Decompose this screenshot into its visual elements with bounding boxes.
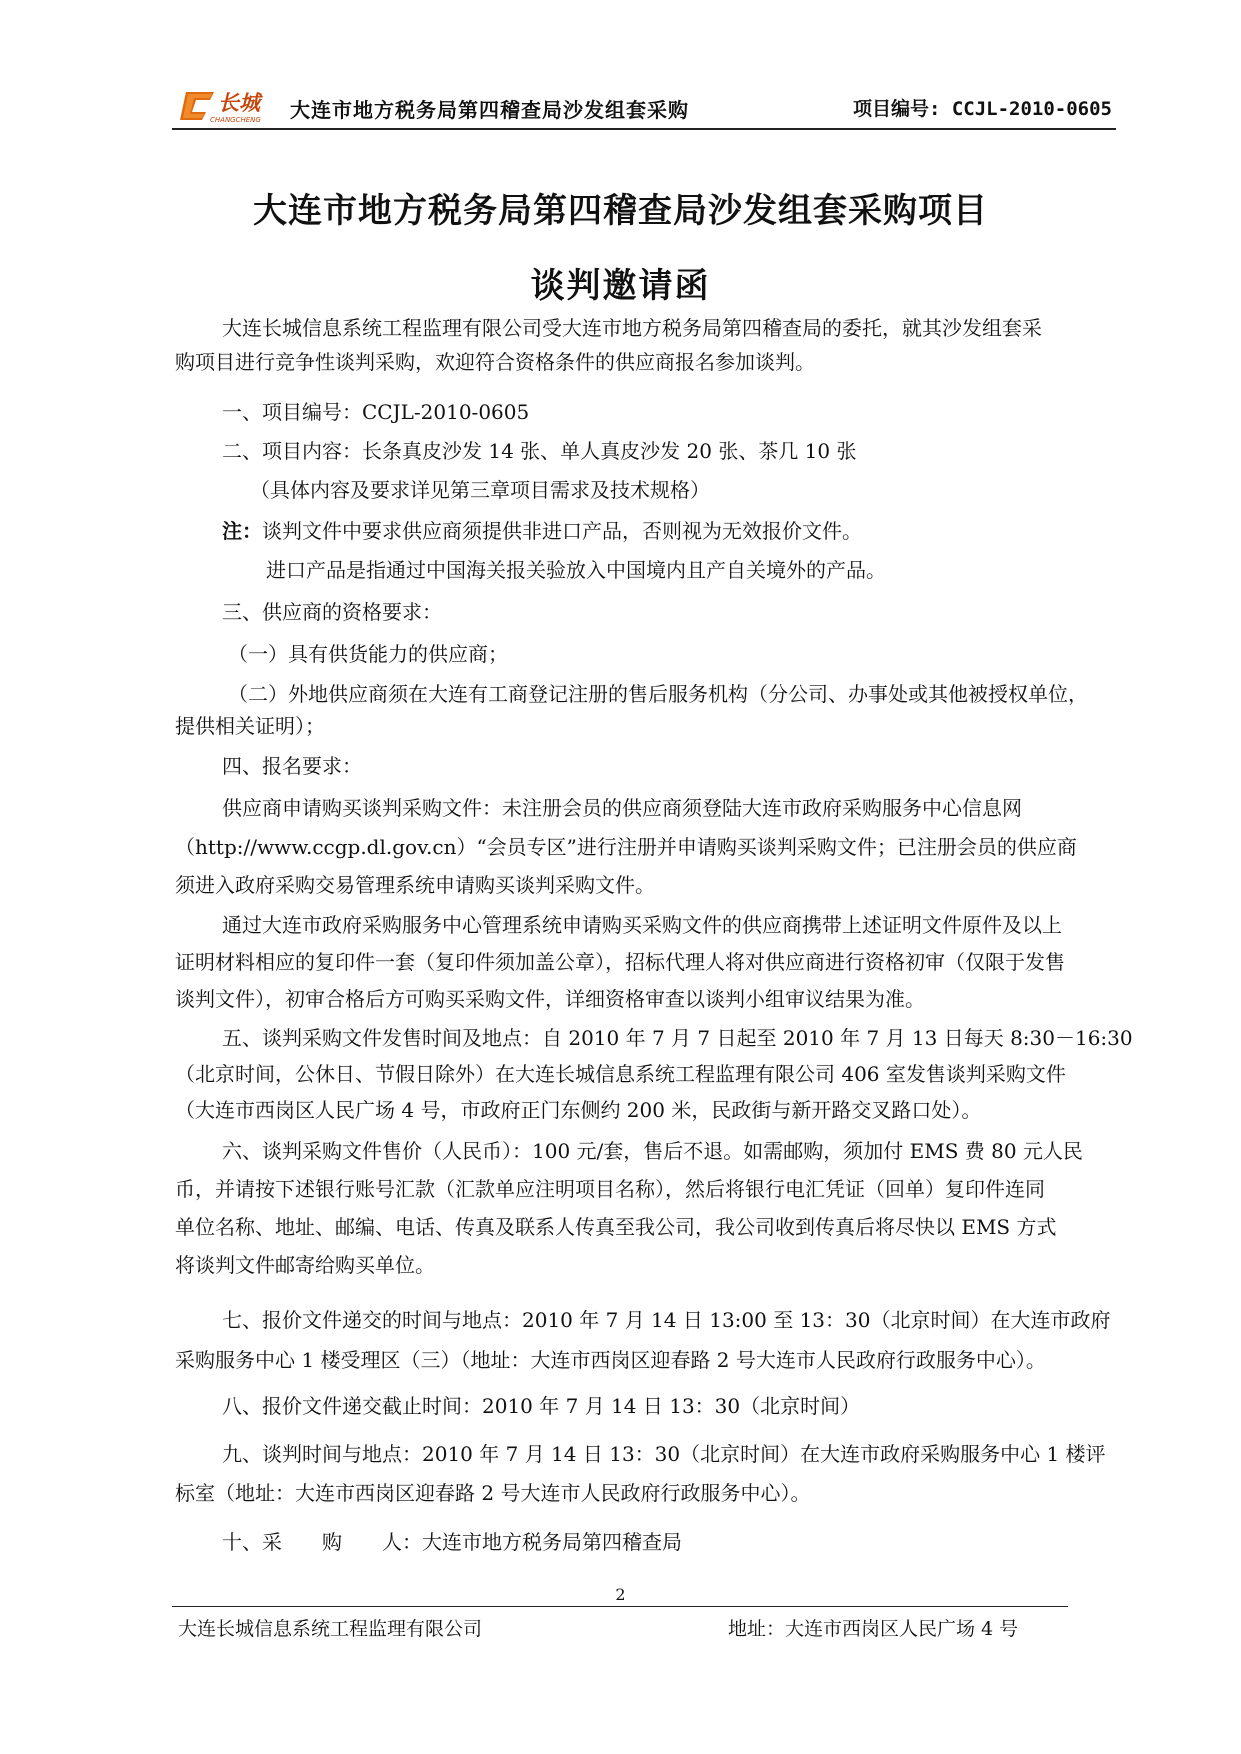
intro-line: 购项目进行竞争性谈判采购，欢迎符合资格条件的供应商报名参加谈判。 (175, 350, 815, 374)
price-line: 将谈判文件邮寄给购买单位。 (175, 1253, 435, 1277)
notice-line: 进口产品是指通过中国海关报关验放入中国境内且产自关境外的产品。 (266, 558, 886, 582)
negotiation-line: 标室（地址：大连市西岗区迎春路 2 号大连市人民政府行政服务中心）。 (175, 1481, 811, 1505)
sale-time-line: （大连市西岗区人民广场 4 号，市政府正门东侧约 200 米，民政街与新开路交叉路口处）。 (175, 1098, 982, 1122)
footer-address: 地址：大连市西岗区人民广场 4 号 (728, 1618, 1019, 1640)
registration-line: 供应商申请购买谈判采购文件：未注册会员的供应商须登陆大连市政府采购服务中心信息网 (222, 796, 1022, 820)
sale-time-line: （北京时间，公休日、节假日除外）在大连长城信息系统工程监理有限公司 406 室发售谈判采购文件 (175, 1062, 1066, 1086)
submission-line: 采购服务中心 1 楼受理区（三）（地址：大连市西岗区迎春路 2 号大连市人民政府行政服务中心）。 (175, 1348, 1046, 1372)
section-heading: 三、供应商的资格要求： (222, 600, 442, 624)
registration-line: 谈判文件），初审合格后方可购买采购文件，详细资格审查以谈判小组审议结果为准。 (175, 987, 925, 1011)
changcheng-logo (180, 86, 290, 126)
item-project-number: 一、项目编号：CCJL-2010-0605 (222, 400, 530, 424)
intro-line: 大连长城信息系统工程监理有限公司受大连市地方税务局第四稽查局的委托，就其沙发组套采 (222, 316, 1042, 340)
notice-line (222, 518, 862, 544)
purchaser-line: 十、采 购 人：大连市地方税务局第四稽查局 (222, 1530, 682, 1554)
item-project-content: 二、项目内容：长条真皮沙发 14 张、单人真皮沙发 20 张、茶几 10 张 (222, 439, 857, 463)
registration-line: 证明材料相应的复印件一套（复印件须加盖公章），招标代理人将对供应商进行资格初审（仅限于发售 (175, 950, 1065, 974)
page-number: 2 (615, 1585, 626, 1604)
registration-line: 通过大连市政府采购服务中心管理系统申请购买采购文件的供应商携带上述证明文件原件及以上 (222, 913, 1062, 937)
notice-label: 注： (222, 519, 262, 543)
footer-divider (172, 1606, 1068, 1607)
document-title: 大连市地方税务局第四稽查局沙发组套采购项目 (253, 191, 988, 231)
item-content-note: （具体内容及要求详见第三章项目需求及技术规格） (250, 478, 710, 502)
registration-line: 须进入政府采购交易管理系统申请购买谈判采购文件。 (175, 873, 655, 897)
qualification-item: （一）具有供货能力的供应商； (228, 642, 508, 666)
qualification-item: 提供相关证明）； (175, 714, 325, 738)
submission-line: 七、报价文件递交的时间与地点：2010 年 7 月 14 日 13:00 至 13：30（北京时间）在大连市政府 (222, 1308, 1111, 1332)
header-project-name: 大连市地方税务局第四稽查局沙发组套采购 (290, 98, 689, 122)
qualification-item: （二）外地供应商须在大连有工商登记注册的售后服务机构（分公司、办事处或其他被授权单位， (228, 682, 1088, 706)
svg-text:长城: 长城 (218, 91, 260, 115)
negotiation-line: 九、谈判时间与地点：2010 年 7 月 14 日 13：30（北京时间）在大连市政府采购服务中心 1 楼评 (222, 1442, 1106, 1466)
notice-text: 谈判文件中要求供应商须提供非进口产品，否则视为无效报价文件。 (262, 519, 862, 543)
footer-company: 大连长城信息系统工程监理有限公司 (178, 1618, 483, 1640)
price-line: 单位名称、地址、邮编、电话、传真及联系人传真至我公司，我公司收到传真后将尽快以 EMS 方式 (175, 1215, 1057, 1239)
page-header (172, 84, 1116, 130)
document-subtitle: 谈判邀请函 (530, 266, 711, 306)
registration-line: （http://www.ccgp.dl.gov.cn）“会员专区”进行注册并申请购买谈判采购文件；已注册会员的供应商 (175, 835, 1077, 859)
section-heading: 四、报名要求： (222, 754, 362, 778)
price-line: 六、谈判采购文件售价（人民币）：100 元/套，售后不退。如需邮购，须加付 EMS 费 80 元人民 (222, 1139, 1083, 1163)
sale-time-line: 五、谈判采购文件发售时间及地点：自 2010 年 7 月 7 日起至 2010 年 7 月 13 日每天 8:30－16:30 (222, 1026, 1133, 1050)
header-project-number: 项目编号: CCJL-2010-0605 (852, 98, 1112, 120)
header-divider (172, 128, 1116, 130)
deadline-line: 八、报价文件递交截止时间：2010 年 7 月 14 日 13：30（北京时间） (222, 1394, 861, 1418)
price-line: 币，并请按下述银行账号汇款（汇款单应注明项目名称），然后将银行电汇凭证（回单）复印件连同 (175, 1177, 1045, 1201)
svg-text:CHANGCHENG: CHANGCHENG (210, 116, 261, 124)
